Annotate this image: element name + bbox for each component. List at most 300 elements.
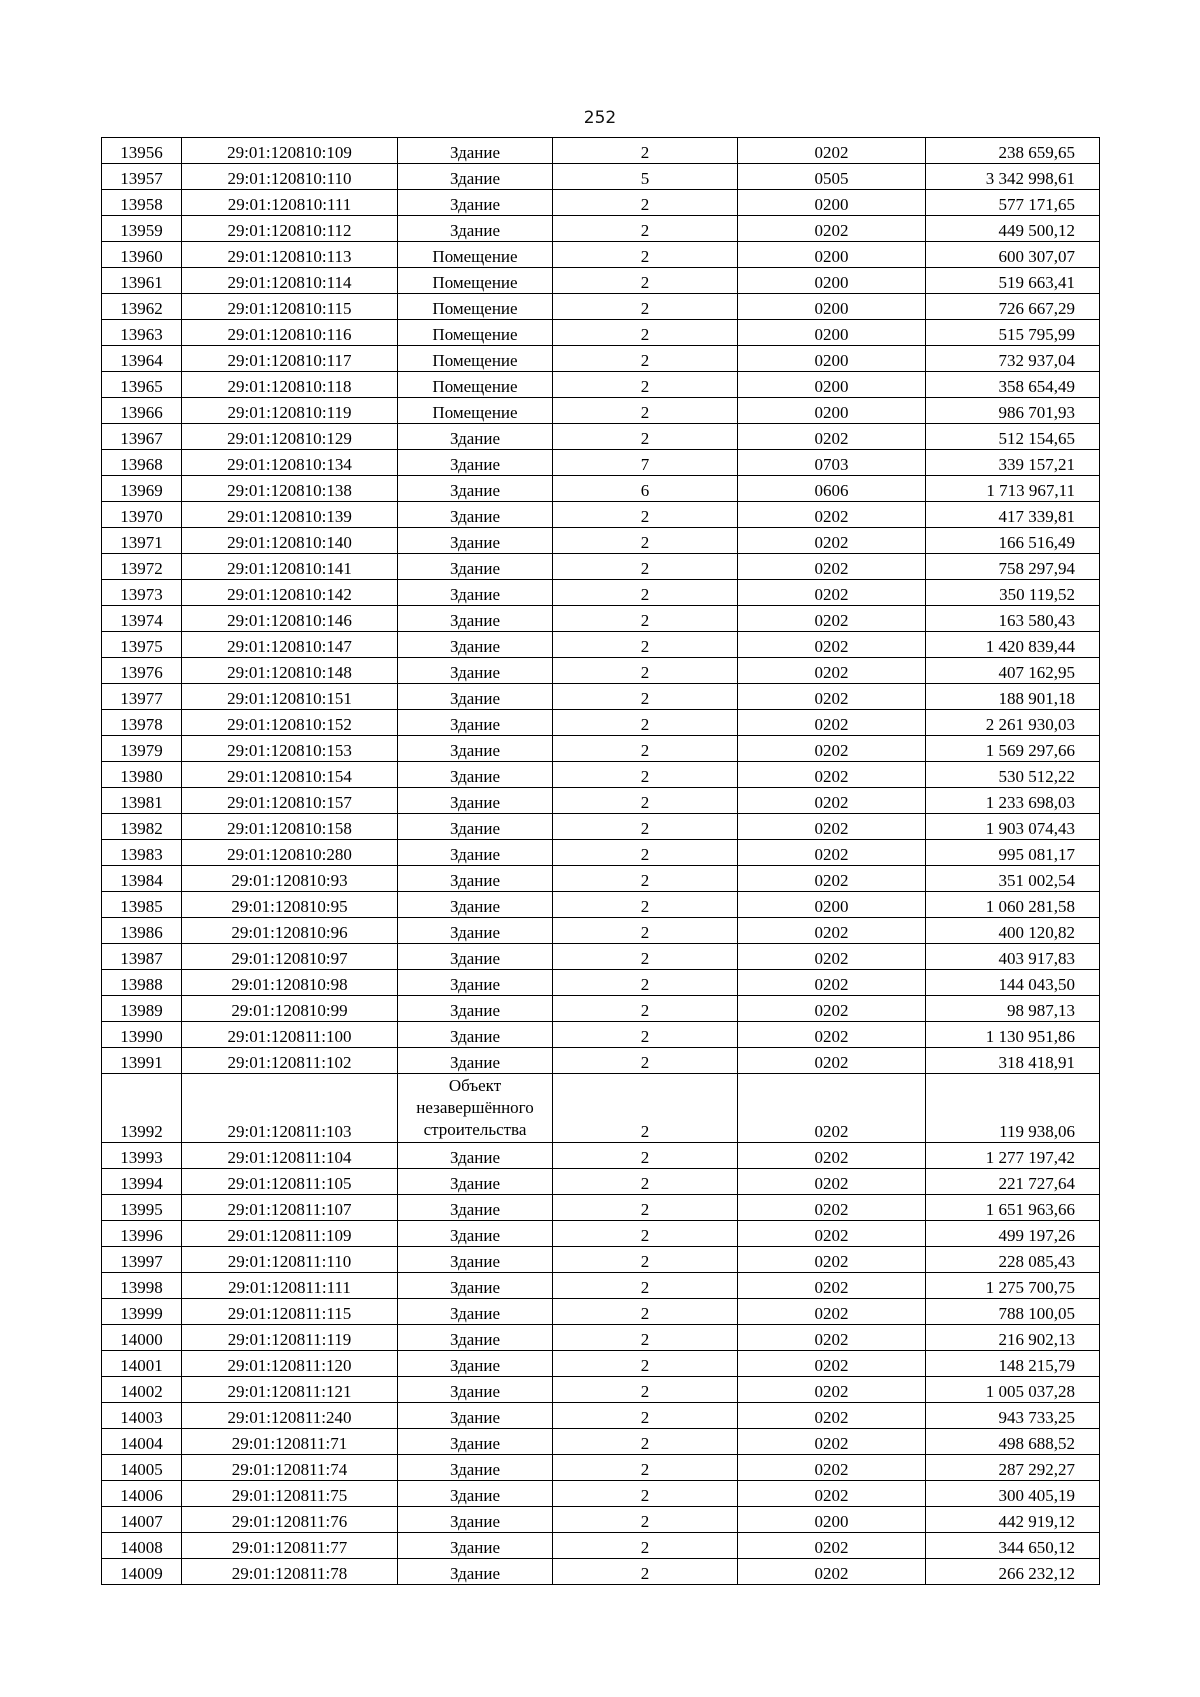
code-cell: 0202	[738, 528, 926, 554]
cadastral-number-cell: 29:01:120811:77	[182, 1533, 398, 1559]
cadastral-number-cell: 29:01:120811:111	[182, 1273, 398, 1299]
row-number-cell: 13994	[102, 1169, 182, 1195]
group-cell: 2	[553, 502, 738, 528]
object-type-cell: Помещение	[398, 372, 553, 398]
cadastral-number-cell: 29:01:120810:146	[182, 606, 398, 632]
group-cell: 2	[553, 580, 738, 606]
code-cell: 0202	[738, 1074, 926, 1143]
object-type-cell: Здание	[398, 1022, 553, 1048]
object-type-cell: Здание	[398, 528, 553, 554]
cadastral-number-cell: 29:01:120811:110	[182, 1247, 398, 1273]
object-type-cell: Здание	[398, 606, 553, 632]
cadastral-number-cell: 29:01:120810:138	[182, 476, 398, 502]
row-number-cell: 13978	[102, 710, 182, 736]
cadastral-number-cell: 29:01:120810:129	[182, 424, 398, 450]
code-cell: 0202	[738, 1048, 926, 1074]
row-number-cell: 13984	[102, 866, 182, 892]
cadastral-number-cell: 29:01:120810:116	[182, 320, 398, 346]
group-cell: 2	[553, 814, 738, 840]
table-row	[102, 1273, 1100, 1299]
cadastral-number-cell: 29:01:120810:99	[182, 996, 398, 1022]
group-cell: 2	[553, 944, 738, 970]
row-number-cell: 13959	[102, 216, 182, 242]
object-type-cell: Здание	[398, 1143, 553, 1169]
table-row	[102, 424, 1100, 450]
code-cell: 0202	[738, 866, 926, 892]
cadastral-value-cell: 1 651 963,66	[926, 1195, 1100, 1221]
object-type-cell: Здание	[398, 684, 553, 710]
row-number-cell: 13996	[102, 1221, 182, 1247]
table-row	[102, 1403, 1100, 1429]
group-cell: 2	[553, 138, 738, 164]
cadastral-number-cell: 29:01:120810:111	[182, 190, 398, 216]
cadastral-value-cell: 1 569 297,66	[926, 736, 1100, 762]
group-cell: 2	[553, 1195, 738, 1221]
object-type-cell: Помещение	[398, 320, 553, 346]
object-type-cell: Помещение	[398, 294, 553, 320]
cadastral-value-cell: 228 085,43	[926, 1247, 1100, 1273]
object-type-cell: Здание	[398, 1507, 553, 1533]
code-cell: 0202	[738, 1403, 926, 1429]
table-row	[102, 372, 1100, 398]
code-cell: 0200	[738, 892, 926, 918]
row-number-cell: 13957	[102, 164, 182, 190]
object-type-cell: Помещение	[398, 268, 553, 294]
cadastral-number-cell: 29:01:120810:118	[182, 372, 398, 398]
group-cell: 2	[553, 1299, 738, 1325]
cadastral-number-cell: 29:01:120810:117	[182, 346, 398, 372]
group-cell: 2	[553, 606, 738, 632]
group-cell: 2	[553, 1273, 738, 1299]
table-row	[102, 840, 1100, 866]
cadastral-number-cell: 29:01:120810:97	[182, 944, 398, 970]
row-number-cell: 14003	[102, 1403, 182, 1429]
row-number-cell: 14002	[102, 1377, 182, 1403]
object-type-cell: Здание	[398, 502, 553, 528]
code-cell: 0202	[738, 1533, 926, 1559]
code-cell: 0202	[738, 1143, 926, 1169]
cadastral-value-cell: 498 688,52	[926, 1429, 1100, 1455]
cadastral-number-cell: 29:01:120810:153	[182, 736, 398, 762]
object-type-cell: Здание	[398, 814, 553, 840]
group-cell: 2	[553, 1325, 738, 1351]
object-type-cell: Здание	[398, 736, 553, 762]
group-cell: 2	[553, 242, 738, 268]
cadastral-number-cell: 29:01:120810:109	[182, 138, 398, 164]
code-cell: 0202	[738, 840, 926, 866]
group-cell: 2	[553, 216, 738, 242]
table-row	[102, 684, 1100, 710]
object-type-cell: Здание	[398, 710, 553, 736]
cadastral-number-cell: 29:01:120810:134	[182, 450, 398, 476]
code-cell: 0202	[738, 1221, 926, 1247]
cadastral-value-cell: 400 120,82	[926, 918, 1100, 944]
group-cell: 2	[553, 632, 738, 658]
group-cell: 2	[553, 684, 738, 710]
table-row	[102, 658, 1100, 684]
group-cell: 2	[553, 918, 738, 944]
code-cell: 0202	[738, 1351, 926, 1377]
table-row	[102, 242, 1100, 268]
cadastral-number-cell: 29:01:120811:109	[182, 1221, 398, 1247]
group-cell: 2	[553, 658, 738, 684]
row-number-cell: 13995	[102, 1195, 182, 1221]
cadastral-number-cell: 29:01:120811:74	[182, 1455, 398, 1481]
cadastral-number-cell: 29:01:120811:102	[182, 1048, 398, 1074]
object-type-cell: Здание	[398, 554, 553, 580]
code-cell: 0202	[738, 1195, 926, 1221]
row-number-cell: 14005	[102, 1455, 182, 1481]
row-number-cell: 13981	[102, 788, 182, 814]
group-cell: 2	[553, 190, 738, 216]
group-cell: 2	[553, 268, 738, 294]
table-row	[102, 918, 1100, 944]
object-type-cell: Здание	[398, 450, 553, 476]
table-row	[102, 1455, 1100, 1481]
cadastral-value-table	[101, 137, 1100, 1585]
group-cell: 2	[553, 372, 738, 398]
table-row	[102, 138, 1100, 164]
group-cell: 2	[553, 1169, 738, 1195]
code-cell: 0202	[738, 1481, 926, 1507]
row-number-cell: 13972	[102, 554, 182, 580]
row-number-cell: 13982	[102, 814, 182, 840]
cadastral-value-cell: 163 580,43	[926, 606, 1100, 632]
object-type-cell: Здание	[398, 1559, 553, 1585]
cadastral-value-cell: 300 405,19	[926, 1481, 1100, 1507]
table-body	[102, 138, 1100, 1585]
cadastral-value-cell: 515 795,99	[926, 320, 1100, 346]
group-cell: 2	[553, 970, 738, 996]
row-number-cell: 13964	[102, 346, 182, 372]
code-cell: 0202	[738, 632, 926, 658]
table-row	[102, 190, 1100, 216]
cadastral-number-cell: 29:01:120811:104	[182, 1143, 398, 1169]
code-cell: 0202	[738, 554, 926, 580]
group-cell: 2	[553, 762, 738, 788]
cadastral-value-cell: 3 342 998,61	[926, 164, 1100, 190]
group-cell: 2	[553, 1507, 738, 1533]
group-cell: 2	[553, 424, 738, 450]
row-number-cell: 13980	[102, 762, 182, 788]
code-cell: 0202	[738, 788, 926, 814]
table-row	[102, 1429, 1100, 1455]
object-type-cell: Здание	[398, 944, 553, 970]
row-number-cell: 14007	[102, 1507, 182, 1533]
row-number-cell: 13975	[102, 632, 182, 658]
cadastral-value-cell: 512 154,65	[926, 424, 1100, 450]
cadastral-value-cell: 530 512,22	[926, 762, 1100, 788]
cadastral-value-cell: 986 701,93	[926, 398, 1100, 424]
object-type-cell: Здание	[398, 970, 553, 996]
table-row	[102, 736, 1100, 762]
object-type-cell: Здание	[398, 1377, 553, 1403]
cadastral-value-cell: 600 307,07	[926, 242, 1100, 268]
group-cell: 2	[553, 528, 738, 554]
table-row	[102, 1169, 1100, 1195]
group-cell: 2	[553, 320, 738, 346]
object-type-cell: Помещение	[398, 346, 553, 372]
cadastral-value-cell: 449 500,12	[926, 216, 1100, 242]
row-number-cell: 13999	[102, 1299, 182, 1325]
object-type-cell: Здание	[398, 580, 553, 606]
code-cell: 0200	[738, 1507, 926, 1533]
table-row	[102, 814, 1100, 840]
group-cell: 7	[553, 450, 738, 476]
group-cell: 2	[553, 1455, 738, 1481]
cadastral-value-cell: 995 081,17	[926, 840, 1100, 866]
code-cell: 0202	[738, 1247, 926, 1273]
row-number-cell: 13985	[102, 892, 182, 918]
group-cell: 2	[553, 1143, 738, 1169]
table-row	[102, 944, 1100, 970]
code-cell: 0202	[738, 1299, 926, 1325]
code-cell: 0202	[738, 918, 926, 944]
group-cell: 2	[553, 736, 738, 762]
row-number-cell: 13970	[102, 502, 182, 528]
object-type-cell: Здание	[398, 1533, 553, 1559]
cadastral-value-cell: 758 297,94	[926, 554, 1100, 580]
cadastral-value-cell: 499 197,26	[926, 1221, 1100, 1247]
row-number-cell: 13966	[102, 398, 182, 424]
group-cell: 2	[553, 1074, 738, 1143]
group-cell: 2	[553, 554, 738, 580]
code-cell: 0202	[738, 996, 926, 1022]
cadastral-value-cell: 732 937,04	[926, 346, 1100, 372]
object-type-cell: Здание	[398, 1299, 553, 1325]
row-number-cell: 13979	[102, 736, 182, 762]
table-row	[102, 164, 1100, 190]
table-row	[102, 1247, 1100, 1273]
code-cell: 0202	[738, 1455, 926, 1481]
object-type-cell: Здание	[398, 424, 553, 450]
cadastral-value-cell: 726 667,29	[926, 294, 1100, 320]
cadastral-value-cell: 358 654,49	[926, 372, 1100, 398]
group-cell: 2	[553, 1429, 738, 1455]
row-number-cell: 13965	[102, 372, 182, 398]
object-type-cell: Здание	[398, 1273, 553, 1299]
object-type-cell: Здание	[398, 996, 553, 1022]
cadastral-number-cell: 29:01:120810:147	[182, 632, 398, 658]
cadastral-number-cell: 29:01:120810:151	[182, 684, 398, 710]
cadastral-value-cell: 98 987,13	[926, 996, 1100, 1022]
object-type-cell: Здание	[398, 164, 553, 190]
group-cell: 2	[553, 1481, 738, 1507]
object-type-cell: Здание	[398, 1221, 553, 1247]
row-number-cell: 13961	[102, 268, 182, 294]
cadastral-number-cell: 29:01:120810:157	[182, 788, 398, 814]
table-row	[102, 216, 1100, 242]
cadastral-value-cell: 344 650,12	[926, 1533, 1100, 1559]
object-type-cell: Здание	[398, 762, 553, 788]
object-type-cell: Здание	[398, 632, 553, 658]
table-row	[102, 710, 1100, 736]
cadastral-value-cell: 1 060 281,58	[926, 892, 1100, 918]
table-row	[102, 1351, 1100, 1377]
object-type-cell: Здание	[398, 1048, 553, 1074]
table-row	[102, 762, 1100, 788]
code-cell: 0202	[738, 970, 926, 996]
code-cell: 0200	[738, 372, 926, 398]
cadastral-number-cell: 29:01:120810:280	[182, 840, 398, 866]
code-cell: 0202	[738, 762, 926, 788]
cadastral-number-cell: 29:01:120811:76	[182, 1507, 398, 1533]
row-number-cell: 13971	[102, 528, 182, 554]
table-row	[102, 1022, 1100, 1048]
row-number-cell: 13998	[102, 1273, 182, 1299]
object-type-cell: Помещение	[398, 242, 553, 268]
object-type-cell: Здание	[398, 1169, 553, 1195]
row-number-cell: 13992	[102, 1074, 182, 1143]
cadastral-number-cell: 29:01:120810:98	[182, 970, 398, 996]
code-cell: 0202	[738, 216, 926, 242]
code-cell: 0202	[738, 1377, 926, 1403]
cadastral-number-cell: 29:01:120810:115	[182, 294, 398, 320]
code-cell: 0202	[738, 138, 926, 164]
table-row	[102, 606, 1100, 632]
object-type-cell: Объект незавершённого строительства	[398, 1074, 553, 1143]
object-type-cell: Здание	[398, 892, 553, 918]
object-type-cell: Здание	[398, 190, 553, 216]
row-number-cell: 13962	[102, 294, 182, 320]
cadastral-value-cell: 351 002,54	[926, 866, 1100, 892]
cadastral-number-cell: 29:01:120810:154	[182, 762, 398, 788]
cadastral-value-cell: 442 919,12	[926, 1507, 1100, 1533]
table-row	[102, 1048, 1100, 1074]
cadastral-value-cell: 119 938,06	[926, 1074, 1100, 1143]
table-row	[102, 788, 1100, 814]
cadastral-number-cell: 29:01:120811:75	[182, 1481, 398, 1507]
table-row	[102, 268, 1100, 294]
code-cell: 0200	[738, 294, 926, 320]
row-number-cell: 13977	[102, 684, 182, 710]
cadastral-number-cell: 29:01:120810:112	[182, 216, 398, 242]
row-number-cell: 14001	[102, 1351, 182, 1377]
row-number-cell: 13988	[102, 970, 182, 996]
object-type-cell: Здание	[398, 138, 553, 164]
group-cell: 2	[553, 398, 738, 424]
cadastral-number-cell: 29:01:120810:119	[182, 398, 398, 424]
table-row	[102, 346, 1100, 372]
cadastral-number-cell: 29:01:120810:141	[182, 554, 398, 580]
code-cell: 0200	[738, 268, 926, 294]
table-row	[102, 1533, 1100, 1559]
group-cell: 2	[553, 1559, 738, 1585]
code-cell: 0202	[738, 710, 926, 736]
group-cell: 2	[553, 1048, 738, 1074]
code-cell: 0200	[738, 190, 926, 216]
code-cell: 0703	[738, 450, 926, 476]
cadastral-value-cell: 188 901,18	[926, 684, 1100, 710]
cadastral-number-cell: 29:01:120811:71	[182, 1429, 398, 1455]
cadastral-number-cell: 29:01:120810:158	[182, 814, 398, 840]
object-type-cell: Здание	[398, 476, 553, 502]
table-row	[102, 1377, 1100, 1403]
object-type-cell: Здание	[398, 1481, 553, 1507]
cadastral-number-cell: 29:01:120811:120	[182, 1351, 398, 1377]
cadastral-value-cell: 238 659,65	[926, 138, 1100, 164]
row-number-cell: 13986	[102, 918, 182, 944]
cadastral-value-cell: 148 215,79	[926, 1351, 1100, 1377]
cadastral-number-cell: 29:01:120811:105	[182, 1169, 398, 1195]
row-number-cell: 13973	[102, 580, 182, 606]
cadastral-value-cell: 407 162,95	[926, 658, 1100, 684]
cadastral-value-cell: 287 292,27	[926, 1455, 1100, 1481]
cadastral-value-cell: 1 130 951,86	[926, 1022, 1100, 1048]
row-number-cell: 13976	[102, 658, 182, 684]
cadastral-value-cell: 1 420 839,44	[926, 632, 1100, 658]
group-cell: 2	[553, 1403, 738, 1429]
code-cell: 0202	[738, 1022, 926, 1048]
table-row	[102, 632, 1100, 658]
code-cell: 0202	[738, 1325, 926, 1351]
code-cell: 0202	[738, 424, 926, 450]
table-row	[102, 528, 1100, 554]
group-cell: 2	[553, 1377, 738, 1403]
cadastral-number-cell: 29:01:120810:110	[182, 164, 398, 190]
cadastral-number-cell: 29:01:120810:148	[182, 658, 398, 684]
cadastral-value-cell: 2 261 930,03	[926, 710, 1100, 736]
row-number-cell: 13963	[102, 320, 182, 346]
cadastral-number-cell: 29:01:120811:119	[182, 1325, 398, 1351]
group-cell: 2	[553, 1221, 738, 1247]
code-cell: 0202	[738, 736, 926, 762]
cadastral-value-cell: 1 277 197,42	[926, 1143, 1100, 1169]
group-cell: 2	[553, 840, 738, 866]
group-cell: 2	[553, 710, 738, 736]
cadastral-value-cell: 577 171,65	[926, 190, 1100, 216]
row-number-cell: 13987	[102, 944, 182, 970]
code-cell: 0200	[738, 320, 926, 346]
row-number-cell: 14009	[102, 1559, 182, 1585]
cadastral-number-cell: 29:01:120811:121	[182, 1377, 398, 1403]
table-row	[102, 580, 1100, 606]
table-row	[102, 294, 1100, 320]
row-number-cell: 13956	[102, 138, 182, 164]
group-cell: 6	[553, 476, 738, 502]
code-cell: 0202	[738, 1273, 926, 1299]
cadastral-number-cell: 29:01:120810:140	[182, 528, 398, 554]
cadastral-value-cell: 221 727,64	[926, 1169, 1100, 1195]
cadastral-value-cell: 417 339,81	[926, 502, 1100, 528]
row-number-cell: 13974	[102, 606, 182, 632]
table-row	[102, 1143, 1100, 1169]
cadastral-value-cell: 166 516,49	[926, 528, 1100, 554]
code-cell: 0200	[738, 398, 926, 424]
code-cell: 0505	[738, 164, 926, 190]
cadastral-number-cell: 29:01:120810:139	[182, 502, 398, 528]
cadastral-value-cell: 266 232,12	[926, 1559, 1100, 1585]
row-number-cell: 14000	[102, 1325, 182, 1351]
object-type-cell: Здание	[398, 1247, 553, 1273]
code-cell: 0200	[738, 346, 926, 372]
code-cell: 0202	[738, 944, 926, 970]
group-cell: 2	[553, 1533, 738, 1559]
code-cell: 0606	[738, 476, 926, 502]
table-row	[102, 1481, 1100, 1507]
row-number-cell: 13969	[102, 476, 182, 502]
cadastral-number-cell: 29:01:120811:115	[182, 1299, 398, 1325]
cadastral-number-cell: 29:01:120810:93	[182, 866, 398, 892]
cadastral-number-cell: 29:01:120810:113	[182, 242, 398, 268]
object-type-cell: Здание	[398, 1429, 553, 1455]
cadastral-value-cell: 1 713 967,11	[926, 476, 1100, 502]
object-type-cell: Здание	[398, 1351, 553, 1377]
table-row	[102, 1221, 1100, 1247]
table-row	[102, 554, 1100, 580]
row-number-cell: 13983	[102, 840, 182, 866]
row-number-cell: 14004	[102, 1429, 182, 1455]
